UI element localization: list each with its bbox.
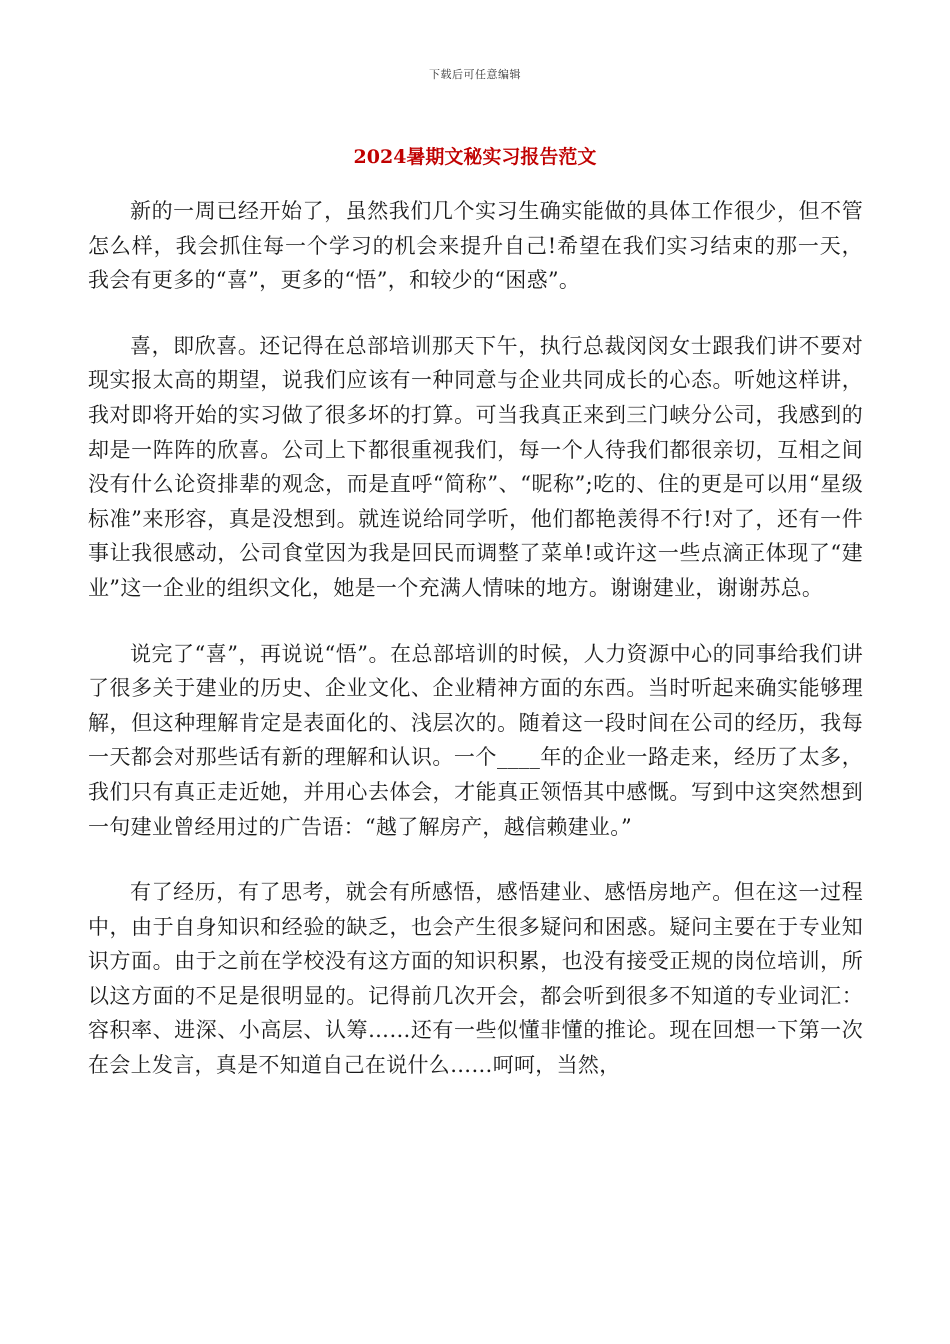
header-note: 下载后可任意编辑 <box>429 68 521 81</box>
paragraph-4: 有了经历，有了思考，就会有所感悟，感悟建业、感悟房地产。但在这一过程中，由于自身知识和经验的缺乏，也会产生很多疑问和困惑。疑问主要在于专业知识方面。由于之前在学校没有这方面的知识积累，也没有接受正规的岗位培训，所以这方面的不足是很明显的。记得前几次开会，都会听到很多不知道的专业词汇：容积率、进深、小高层、认筹……还有一些似懂非懂的推论。现在回想一下第一次在会上发言，真是不知道自己在说什么……呵呵，当然， <box>88 880 863 1078</box>
paragraph-3: 说完了“喜”，再说说“悟”。在总部培训的时候，人力资源中心的同事给我们讲了很多关于建业的历史、企业文化、企业精神方面的东西。当时听起来确实能够理解，但这种理解肯定是表面化的、浅层次的。随着这一段时间在公司的经历，我每一天都会对那些话有新的理解和认识。一个____年的企业一路走来，经历了太多，我们只有真正走近她，并用心去体会，才能真正领悟其中感慨。写到中这突然想到一句建业曾经用过的广告语：“越了解房产，越信赖建业。” <box>88 641 863 839</box>
paragraph-2: 喜，即欣喜。还记得在总部培训那天下午，执行总裁闵闵女士跟我们讲不要对现实报太高的期望，说我们应该有一种同意与企业共同成长的心态。听她这样讲，我对即将开始的实习做了很多坏的打算。可当我真正来到三门峡分公司，我感到的却是一阵阵的欣喜。公司上下都很重视我们，每一个人待我们都很亲切，互相之间没有什么论资排辈的观念，而是直呼“简称”、“昵称”;吃的、住的更是可以用“星级标准”来形容，真是没想到。就连说给同学听，他们都艳羡得不行!对了，还有一件事让我很感动，公司食堂因为我是回民而调整了菜单!或许这一些点滴正体现了“建业”这一企业的组织文化，她是一个充满人情味的地方。谢谢建业，谢谢苏总。 <box>88 333 863 600</box>
document-body <box>88 194 863 1114</box>
paragraph-1: 新的一周已经开始了，虽然我们几个实习生确实能做的具体工作很少，但不管怎么样，我会抓住每一个学习的机会来提升自己!希望在我们实习结束的那一天，我会有更多的“喜”，更多的“悟”，和较少的“困惑”。 <box>88 199 863 293</box>
document-title: 2024暑期文秘实习报告范文 <box>353 146 597 168</box>
